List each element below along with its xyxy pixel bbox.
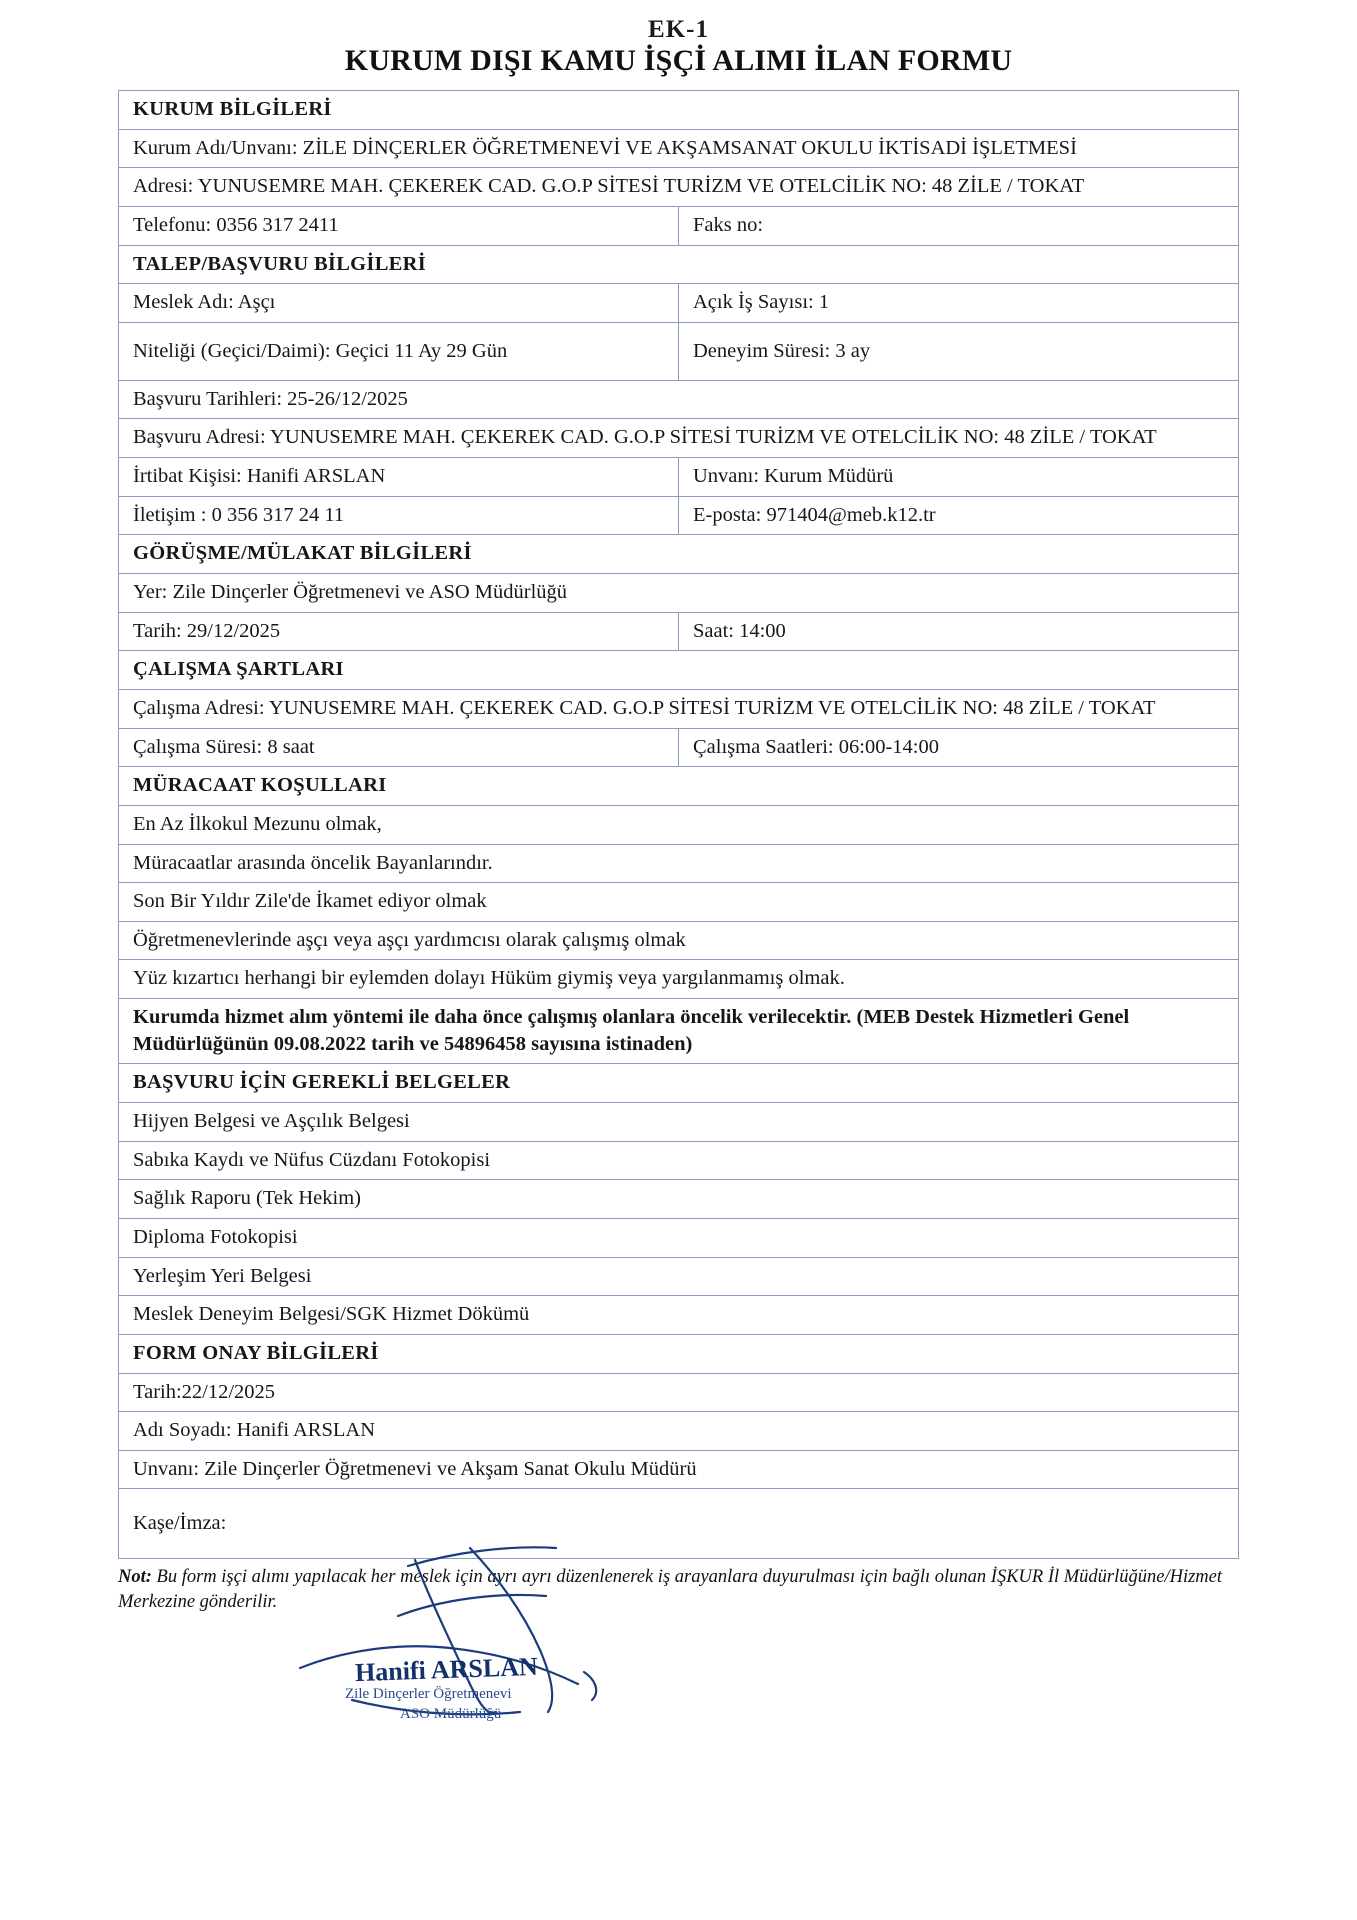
list-item-kosul: Yüz kızartıcı herhangi bir eylemden dolayı Hüküm giymiş veya yargılanmamış olmak. (119, 960, 1239, 999)
list-item-kosul: Müracaatlar arasında öncelik Bayanlarındır. (119, 844, 1239, 883)
field-acik-is-sayisi: Açık İş Sayısı: 1 (679, 284, 1239, 323)
field-basvuru-tarihleri: Başvuru Tarihleri: 25-26/12/2025 (119, 380, 1239, 419)
table-row (119, 380, 1239, 419)
table-row (119, 651, 1239, 690)
list-item-kosul-oncelik: Kurumda hizmet alım yöntemi ile daha önce çalışmış olanlara öncelik verilecektir. (MEB Destek Hizmetleri Genel Müdürlüğünün 09.08.2022 tarih ve 54896458 sayısına istinaden) (119, 999, 1239, 1064)
section-header-gorusme: GÖRÜŞME/MÜLAKAT BİLGİLERİ (119, 535, 1239, 574)
field-kurum-faks: Faks no: (679, 206, 1239, 245)
list-item-belge: Diploma Fotokopisi (119, 1218, 1239, 1257)
table-row (119, 574, 1239, 613)
table-row (119, 999, 1239, 1064)
field-kase-imza: Kaşe/İmza: (119, 1489, 1239, 1559)
table-row (119, 960, 1239, 999)
field-onay-adi-soyadi: Adı Soyadı: Hanifi ARSLAN (119, 1412, 1239, 1451)
table-row (119, 844, 1239, 883)
list-item-kosul: Son Bir Yıldır Zile'de İkamet ediyor olmak (119, 883, 1239, 922)
footer-note-text: Bu form işçi alımı yapılacak her meslek için ayrı ayrı düzenlenerek iş arayanlara duyurulması için bağlı olunan İŞKUR İl Müdürlüğüne/Hizmet Merkezine gönderilir. (118, 1567, 1223, 1613)
table-row (119, 1141, 1239, 1180)
field-basvuru-adresi: Başvuru Adresi: YUNUSEMRE MAH. ÇEKEREK CAD. G.O.P SİTESİ TURİZM VE OTELCİLİK NO: 48 ZİLE / TOKAT (119, 419, 1239, 458)
ek-label: EK-1 (648, 16, 709, 42)
list-item-belge: Meslek Deneyim Belgesi/SGK Hizmet Dökümü (119, 1296, 1239, 1335)
list-item-belge: Sağlık Raporu (Tek Hekim) (119, 1180, 1239, 1219)
table-row (119, 168, 1239, 207)
list-item-kosul: En Az İlkokul Mezunu olmak, (119, 805, 1239, 844)
section-header-kurum: KURUM BİLGİLERİ (119, 91, 1239, 130)
table-row (119, 458, 1239, 497)
list-item-belge: Yerleşim Yeri Belgesi (119, 1257, 1239, 1296)
footer-note-label: Not: (118, 1567, 152, 1588)
field-calisma-saatleri: Çalışma Saatleri: 06:00-14:00 (679, 728, 1239, 767)
table-row (119, 1218, 1239, 1257)
field-iletisim: İletişim : 0 356 317 24 11 (119, 496, 679, 535)
table-row (119, 1412, 1239, 1451)
signature-line-1: Zile Dinçerler Öğretmenevi (345, 1686, 512, 1702)
field-calisma-adresi: Çalışma Adresi: YUNUSEMRE MAH. ÇEKEREK CAD. G.O.P SİTESİ TURİZM VE OTELCİLİK NO: 48 ZİLE / TOKAT (119, 689, 1239, 728)
footer-note (118, 1565, 1239, 1615)
table-row (119, 245, 1239, 284)
table-row (119, 883, 1239, 922)
list-item-belge: Sabıka Kaydı ve Nüfus Cüzdanı Fotokopisi (119, 1141, 1239, 1180)
signature-name: Hanifi ARSLAN (354, 1651, 539, 1688)
table-row (119, 129, 1239, 168)
section-header-belgeler: BAŞVURU İÇİN GEREKLİ BELGELER (119, 1064, 1239, 1103)
field-kurum-adres: Adresi: YUNUSEMRE MAH. ÇEKEREK CAD. G.O.P SİTESİ TURİZM VE OTELCİLİK NO: 48 ZİLE / TOKAT (119, 168, 1239, 207)
field-kurum-telefon: Telefonu: 0356 317 2411 (119, 206, 679, 245)
field-irtibat-unvani: Unvanı: Kurum Müdürü (679, 458, 1239, 497)
field-deneyim-suresi: Deneyim Süresi: 3 ay (679, 322, 1239, 380)
table-row (119, 1450, 1239, 1489)
table-row (119, 728, 1239, 767)
table-row (119, 91, 1239, 130)
table-row (119, 1334, 1239, 1373)
table-row (119, 767, 1239, 806)
field-onay-unvani: Unvanı: Zile Dinçerler Öğretmenevi ve Akşam Sanat Okulu Müdürü (119, 1450, 1239, 1489)
field-calisma-suresi: Çalışma Süresi: 8 saat (119, 728, 679, 767)
table-row (119, 322, 1239, 380)
field-niteligi: Niteliği (Geçici/Daimi): Geçici 11 Ay 29 Gün (119, 322, 679, 380)
table-row (119, 1489, 1239, 1559)
field-meslek-adi: Meslek Adı: Aşçı (119, 284, 679, 323)
field-gorusme-tarih: Tarih: 29/12/2025 (119, 612, 679, 651)
table-row (119, 206, 1239, 245)
table-row (119, 496, 1239, 535)
field-kurum-adi: Kurum Adı/Unvanı: ZİLE DİNÇERLER ÖĞRETMENEVİ VE AKŞAMSANAT OKULU İKTİSADİ İŞLETMESİ (119, 129, 1239, 168)
table-row (119, 689, 1239, 728)
section-header-kosullar: MÜRACAAT KOŞULLARI (119, 767, 1239, 806)
list-item-belge: Hijyen Belgesi ve Aşçılık Belgesi (119, 1103, 1239, 1142)
section-header-calisma: ÇALIŞMA ŞARTLARI (119, 651, 1239, 690)
section-header-talep: TALEP/BAŞVURU BİLGİLERİ (119, 245, 1239, 284)
table-row (119, 1373, 1239, 1412)
table-row (119, 1257, 1239, 1296)
page-title: KURUM DIŞI KAMU İŞÇİ ALIMI İLAN FORMU (344, 44, 1013, 77)
field-gorusme-yer: Yer: Zile Dinçerler Öğretmenevi ve ASO Müdürlüğü (119, 574, 1239, 613)
section-header-onay: FORM ONAY BİLGİLERİ (119, 1334, 1239, 1373)
field-eposta: E-posta: 971404@meb.k12.tr (679, 496, 1239, 535)
field-irtibat-kisisi: İrtibat Kişisi: Hanifi ARSLAN (119, 458, 679, 497)
table-row (119, 284, 1239, 323)
field-onay-tarih: Tarih:22/12/2025 (119, 1373, 1239, 1412)
table-row (119, 535, 1239, 574)
table-row (119, 1064, 1239, 1103)
signature-line-2: ASO Müdürlüğü (400, 1706, 502, 1722)
list-item-kosul: Öğretmenevlerinde aşçı veya aşçı yardımcısı olarak çalışmış olmak (119, 921, 1239, 960)
table-row (119, 1103, 1239, 1142)
field-gorusme-saat: Saat: 14:00 (679, 612, 1239, 651)
table-row (119, 1296, 1239, 1335)
table-row (119, 419, 1239, 458)
table-row (119, 805, 1239, 844)
table-row (119, 1180, 1239, 1219)
table-row (119, 921, 1239, 960)
table-row (119, 612, 1239, 651)
form-table (118, 90, 1239, 1559)
